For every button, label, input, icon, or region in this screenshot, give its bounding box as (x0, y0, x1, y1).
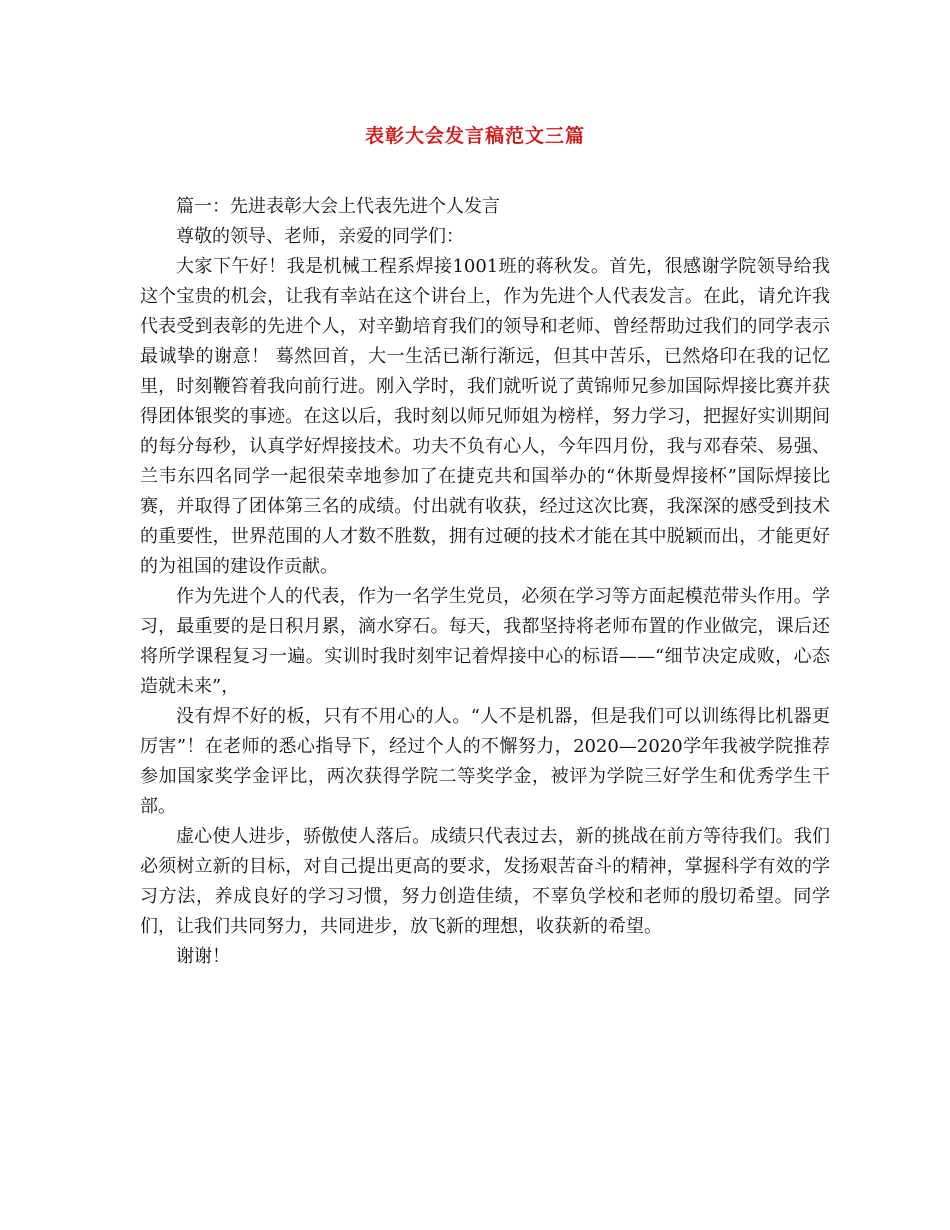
document-body (140, 192, 830, 972)
body-paragraph-2: 作为先进个人的代表，作为一名学生党员，必须在学习等方面起模范带头作用。学习，最重要的是日积月累，滴水穿石。每天，我都坚持将老师布置的作业做完，课后还将所学课程复习一遍。实训时我时刻牢记着焊接中心的标语——“细节决定成败，心态造就未来”， (140, 586, 830, 697)
body-paragraph-1: 大家下午好！我是机械工程系焊接1001班的蒋秋发。首先，很感谢学院领导给我这个宝贵的机会，让我有幸站在这个讲台上，作为先进个人代表发言。在此，请允许我代表受到表彰的先进个人，对辛勤培育我们的领导和老师、曾经帮助过我们的同学表示最诚挚的谢意！ 蓦然回首，大一生活已渐行渐远，但其中苦乐，已然烙印在我的记忆里，时刻鞭笞着我向前行进。刚入学时，我们就听说了黄锦师兄参加国际焊接比赛并获得团体银奖的事迹。在这以后，我时刻以师兄师姐为榜样，努力学习，把握好实训期间的每分每秒，认真学好焊接技术。功夫不负有心人，今年四月份，我与邓春荣、易强、兰韦东四名同学一起很荣幸地参加了在捷克共和国举办的“休斯曼焊接杯”国际焊接比赛，并取得了团体第三名的成绩。付出就有收获，经过这次比赛，我深深的感受到技术的重要性，世界范围的人才数不胜数，拥有过硬的技术才能在其中脱颖而出，才能更好的为祖国的建设作贡献。 (140, 256, 830, 577)
body-paragraph-3: 没有焊不好的板，只有不用心的人。“人不是机器，但是我们可以训练得比机器更厉害”！在老师的悉心指导下，经过个人的不懈努力，2020—2020学年我被学院推荐参加国家奖学金评比，两次获得学院二等奖学金，被评为学院三好学生和优秀学生干部。 (140, 706, 830, 817)
document-title: 表彰大会发言稿范文三篇 (364, 125, 585, 147)
body-paragraph-4: 虚心使人进步，骄傲使人落后。成绩只代表过去，新的挑战在前方等待我们。我们必须树立新的目标，对自己提出更高的要求，发扬艰苦奋斗的精神，掌握科学有效的学习方法，养成良好的学习习惯，努力创造佳绩，不辜负学校和老师的殷切希望。同学们，让我们共同努力，共同进步，放飞新的理想，收获新的希望。 (140, 826, 830, 937)
salutation: 尊敬的领导、老师，亲爱的同学们： (176, 226, 464, 247)
closing: 谢谢！ (176, 946, 230, 967)
section-heading: 篇一：先进表彰大会上代表先进个人发言 (176, 196, 500, 217)
